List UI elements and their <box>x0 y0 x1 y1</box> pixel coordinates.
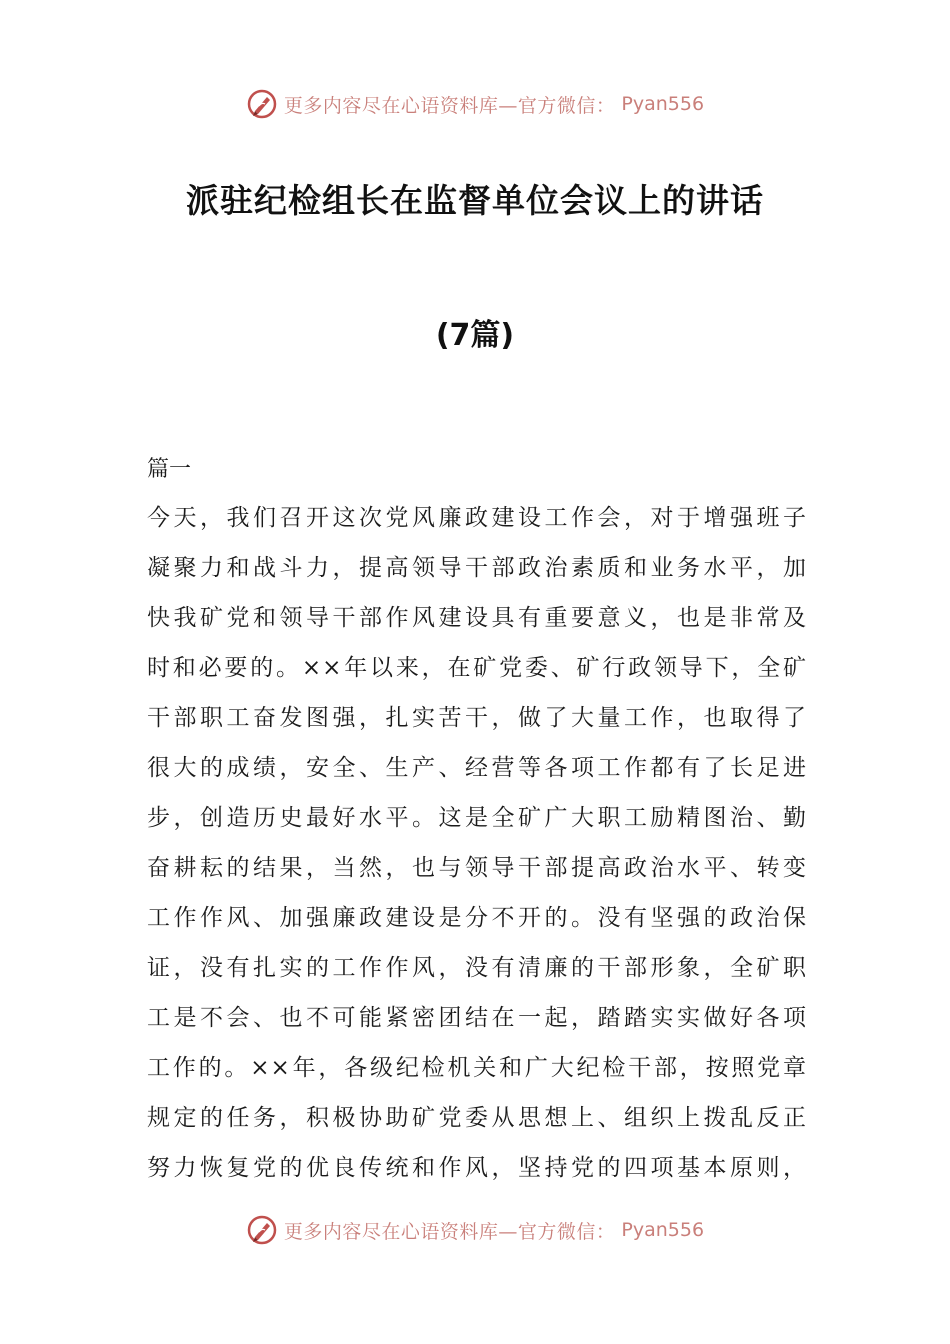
text-line: 时和必要的。××年以来，在矿党委、矿行政领导下，全矿 <box>147 655 807 681</box>
section-heading: 篇一 <box>147 457 192 482</box>
text-line: 规定的任务，积极协助矿党委从思想上、组织上拨乱反正 <box>147 1105 807 1131</box>
text-line: 凝聚力和战斗力，提高领导干部政治素质和业务水平，加 <box>147 555 807 581</box>
text-line: 干部职工奋发图强，扎实苦干，做了大量工作，也取得了 <box>147 705 807 731</box>
watermark-wechat-id: Pyan556 <box>621 1219 705 1241</box>
header-watermark <box>0 84 950 124</box>
pen-logo-icon <box>246 88 278 120</box>
watermark-text: 更多内容尽在心语资料库—官方微信： <box>283 1220 616 1243</box>
footer-watermark <box>0 1210 950 1250</box>
text-line: 步，创造历史最好水平。这是全矿广大职工励精图治、勤 <box>147 805 807 831</box>
document-subtitle: (7篇) <box>435 318 515 353</box>
watermark-text: 更多内容尽在心语资料库—官方微信： <box>283 94 616 117</box>
text-line: 证，没有扎实的工作作风，没有清廉的干部形象，全矿职 <box>147 955 807 981</box>
text-line: 工作作风、加强廉政建设是分不开的。没有坚强的政治保 <box>147 905 807 931</box>
text-line: 工作的。××年，各级纪检机关和广大纪检干部，按照党章 <box>147 1055 807 1081</box>
pen-logo-icon <box>246 1214 278 1246</box>
body-text <box>147 500 807 1200</box>
document-title: 派驻纪检组长在监督单位会议上的讲话 <box>186 181 764 220</box>
text-line: 快我矿党和领导干部作风建设具有重要意义，也是非常及 <box>147 605 807 631</box>
text-line: 很大的成绩，安全、生产、经营等各项工作都有了长足进 <box>147 755 807 781</box>
text-line: 今天，我们召开这次党风廉政建设工作会，对于增强班子 <box>147 505 807 531</box>
text-line: 努力恢复党的优良传统和作风，坚持党的四项基本原则， <box>147 1155 807 1181</box>
watermark-wechat-id: Pyan556 <box>621 93 705 115</box>
text-line: 奋耕耘的结果，当然，也与领导干部提高政治水平、转变 <box>147 855 807 881</box>
text-line: 工是不会、也不可能紧密团结在一起，踏踏实实做好各项 <box>147 1005 807 1031</box>
